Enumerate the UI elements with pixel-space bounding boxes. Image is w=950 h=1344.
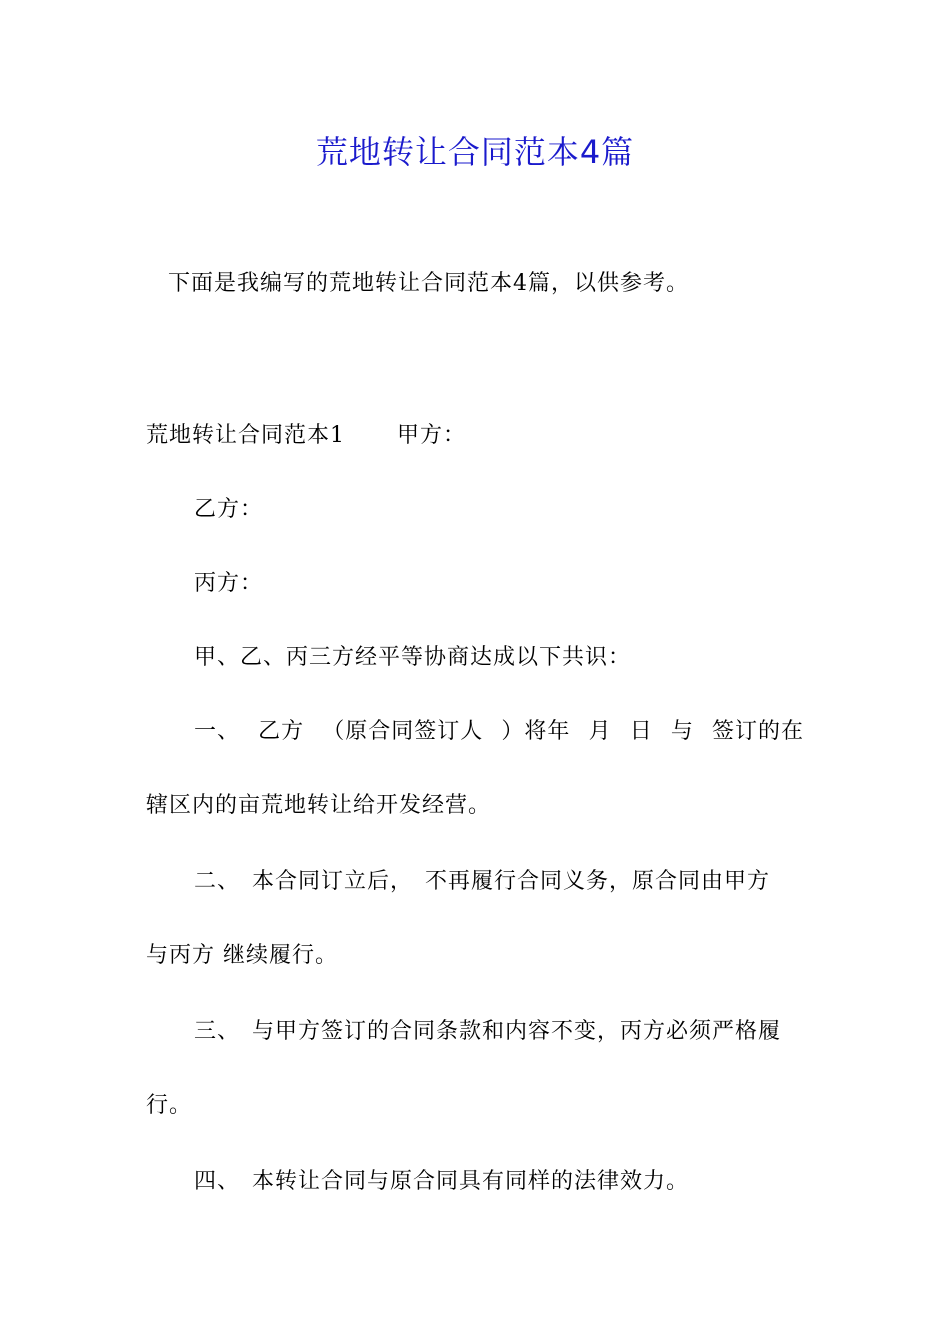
clause-4-number: 四、 — [194, 1169, 230, 1194]
clause-3-line — [194, 1016, 781, 1048]
clause-1-line — [194, 716, 804, 748]
clause-2-text: 本合同订立后， 不再履行合同义务，原合同由甲方 — [252, 869, 771, 894]
clause-1-part: 签订的在 — [711, 719, 804, 744]
clause-1-part: （原合同签订人 — [322, 719, 484, 744]
clause-1-part: ）将年 — [501, 719, 571, 744]
clause-3-number: 三、 — [194, 1019, 230, 1044]
clause-2-line — [194, 866, 770, 898]
section-heading: 荒地转让合同范本1 — [146, 423, 345, 448]
clause-3-continuation: 行。 — [146, 1093, 193, 1118]
clause-4-text: 本转让合同与原合同具有同样的法律效力。 — [252, 1169, 690, 1194]
party-b-label: 乙方： — [194, 497, 264, 522]
document-title: 荒地转让合同范本4篇 — [315, 133, 635, 171]
clause-4-line — [194, 1166, 689, 1198]
section-heading-line — [146, 420, 466, 452]
clause-2-continuation: 与丙方 继续履行。 — [146, 943, 338, 968]
clause-1-number: 一、 — [194, 719, 241, 744]
clause-1-part: 与 — [670, 719, 694, 744]
consensus-paragraph: 甲、乙、丙三方经平等协商达成以下共识： — [194, 645, 632, 670]
clause-1-part: 乙方 — [258, 719, 305, 744]
clause-1-part: 月 — [588, 719, 612, 744]
intro-paragraph: 下面是我编写的荒地转让合同范本4篇，以供参考。 — [168, 271, 689, 296]
clause-1-part: 日 — [629, 719, 653, 744]
party-c-label: 丙方： — [194, 571, 264, 596]
clause-1-continuation: 辖区内的亩荒地转让给开发经营。 — [146, 793, 492, 818]
clause-2-number: 二、 — [194, 869, 230, 894]
party-a-label: 甲方： — [397, 423, 467, 448]
clause-3-text: 与甲方签订的合同条款和内容不变，丙方必须严格履 — [252, 1019, 782, 1044]
